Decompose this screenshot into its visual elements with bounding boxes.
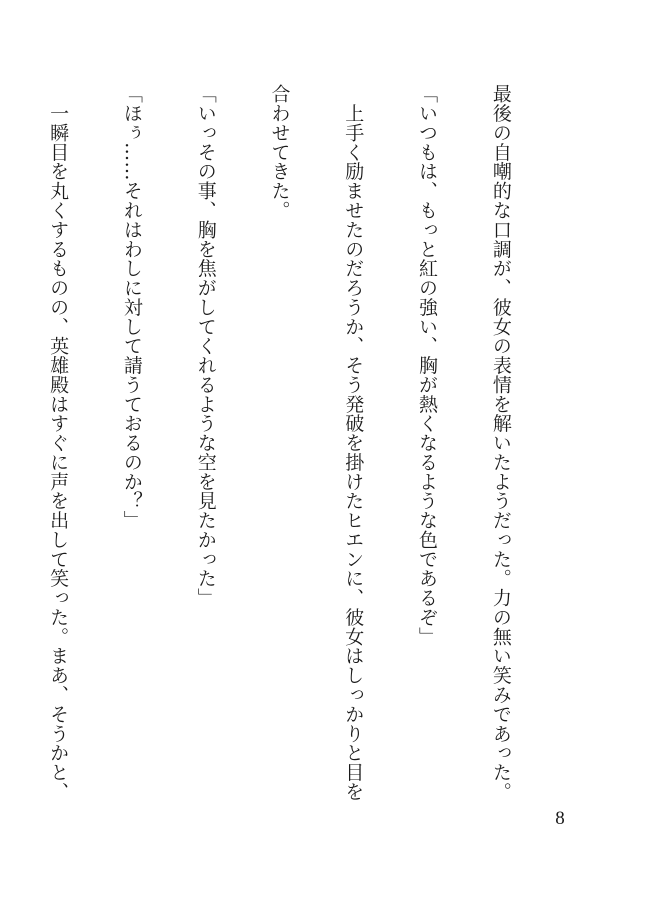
text-line: 上手く励ませたのだろうか、そう発破を掛けたヒエンに、彼女はしっかりと目を	[342, 84, 365, 802]
text-line: 「いつもは、もっと紅の強い、胸が熱くなるような色であるぞ」	[416, 84, 439, 647]
text-line: 一瞬目を丸くするものの、英雄殿はすぐに声を出して笑った。まあ、そうかと、	[47, 84, 70, 802]
text-line: 「いっその事、胸を焦がしてくれるような空を見たかった」	[194, 84, 217, 608]
text-line: 最後の自嘲的な口調が、彼女の表情を解いたようだった。力の無い笑みであった。	[489, 84, 512, 802]
vertical-text-body	[0, 84, 562, 814]
text-line: 合わせてきた。	[268, 84, 291, 220]
text-line: 「ほぅ……それはわしに対して請うておるのか？」	[120, 84, 143, 530]
page-number: 8	[555, 808, 565, 829]
